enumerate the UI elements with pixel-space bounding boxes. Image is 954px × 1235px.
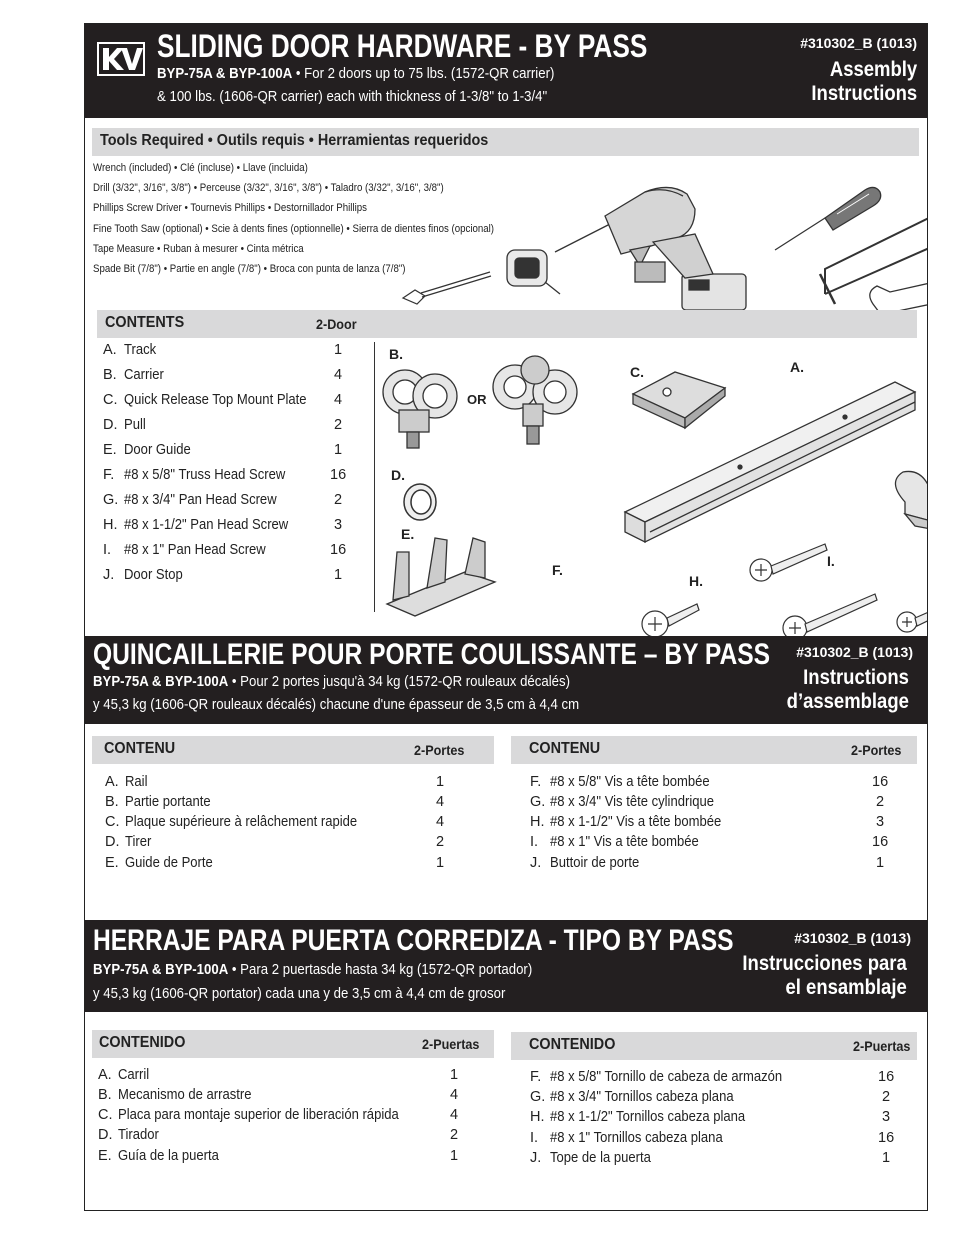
part-label-f: F.: [552, 562, 563, 578]
spanish-contents-qty-heading-right: 2-Puertas: [853, 1038, 911, 1054]
english-subtitle-line2: & 100 lbs. (1606-QR carrier) each with thickness of 1-3/8" to 1-3/4": [157, 88, 548, 105]
drill-icon: [555, 187, 746, 310]
spanish-desc1: • Para 2 puertasde hasta 34 kg (1572-QR portador): [228, 961, 533, 978]
screw-h-icon: [783, 594, 877, 640]
door-guide-icon: [387, 538, 495, 616]
english-subtitle-line1: [157, 65, 554, 82]
french-contents-bar-left: [92, 736, 494, 764]
part-label-d: D.: [391, 467, 405, 483]
spanish-contents-bar-left: [92, 1030, 494, 1058]
french-assembly-label: [787, 666, 909, 714]
english-instr-line2: Instructions: [811, 82, 917, 105]
screw-g-icon: [750, 544, 827, 581]
spanish-instr-line2: el ensamblaje: [785, 976, 907, 999]
screwdriver-icon: [775, 187, 881, 250]
french-instr-line2: d’assemblage: [786, 690, 909, 713]
part-label-h: H.: [689, 573, 703, 589]
french-instr-line1: Instructions: [803, 666, 909, 689]
spanish-title: HERRAJE PARA PUERTA CORREDIZA - TIPO BY PASS: [93, 924, 734, 957]
french-header-banner: [85, 636, 927, 724]
tool-line: Wrench (included) • Clé (incluse) • Llave (incluida): [93, 162, 308, 174]
spanish-doc-code: #310302_B (1013): [794, 930, 911, 946]
french-subtitle-line1: [93, 673, 570, 690]
carrier-alt-icon: [493, 356, 577, 444]
english-assembly-label: [811, 58, 917, 106]
spanish-subtitle-line1: [93, 961, 532, 978]
tool-line: Phillips Screw Driver • Tournevis Phillips • Destornillador Phillips: [93, 202, 367, 214]
spanish-instr-line1: Instrucciones para: [742, 952, 907, 975]
french-contents-heading-right: CONTENU: [529, 740, 601, 757]
tool-line: Tape Measure • Ruban à mesurer • Cinta métrica: [93, 243, 304, 255]
contents-heading: CONTENTS: [105, 314, 185, 331]
tape-measure-icon: [507, 250, 560, 294]
part-label-i: I.: [827, 553, 835, 569]
contents-bar: [97, 310, 917, 338]
french-models: BYP-75A & BYP-100A: [93, 673, 229, 690]
carrier-icon: [383, 370, 457, 448]
spanish-header-banner: [85, 920, 927, 1012]
spade-bit-icon: [403, 272, 491, 304]
french-contents-heading: CONTENU: [104, 740, 176, 757]
french-contents-qty-heading-right: 2-Portes: [851, 742, 902, 758]
spanish-models: BYP-75A & BYP-100A: [93, 961, 229, 978]
door-pull-icon: [404, 484, 436, 520]
screw-i-icon: [897, 596, 928, 632]
french-subtitle-line2: y 45,3 kg (1606-QR rouleaux décalés) chacune d'une épasseur de 3,5 cm à 4,4 cm: [93, 696, 580, 713]
part-label-b: B.: [389, 346, 403, 362]
spanish-contents-heading-right: CONTENIDO: [529, 1036, 616, 1053]
part-label-or: OR: [467, 392, 487, 407]
french-title: QUINCAILLERIE POUR PORTE COULISSANTE – BY PASS: [93, 638, 771, 671]
instruction-sheet: SLIDING DOOR HARDWARE - BY PASS BYP-75A & BYP-100A • For 2 doors up to 75 lbs. (1572-QR carrier) & 100 lbs. (1606-QR carrier) each with thickness of 1-3/8" to 1-3/4" #310302_B (1013) Assembly Instructions Tools Required • Outils requis • Herramientas requeridos Wrench (included) • Clé (incluse) • Llave (incluida) Drill (3/32", 3/16", 3/8") • Perceuse (3/32", 3/16", 3/8") • Taladro (3/32", 3/16", 3/8") Phillips Screw Driver • Tournevis Phillips • Destornillador Phillips Fine Tooth Saw (optional) • Scie à dents fines (optionnelle) • Sierra de dientes finos (opcional) Tape Measure • Ruban à mesurer • Cinta métrica Spade Bit (7/8") • Partie en angle (7/8") • Broca con punta de lanza (7/8") CONTENTS 2-Door A. Track 1 B. Carrier 4 C. Quick Release Top Mount Plate 4 D. Pull 2 E. Door Guide 1 F. #8 x 5/8" Truss Head Screw 16 G. #8 x 3/4" Pan Head Screw 2 H. #8 x 1-1/2" Pan Head Screw 3 I. #8 x 1" Pan Head Screw 16 J. Door Stop 1 B. OR C. A. D. E. F. H. I. QUINCAILLERIE POUR PORTE COULISSANTE – BY PASS BYP-75A & BYP-100A • Pour 2 portes jusqu'à 34 kg (1572-QR rouleaux décalés) y 45,3 kg (1606-QR rouleaux décalés) chacune d'une épasseur de 3,5 cm à 4,4 cm #310302_B (1013) Instructions d’assemblage CONTENU 2-Portes CONTENU 2-Portes A. Rail 1 B. Partie portante 4 C. Plaque supérieure à relâchement rapide 4 D. Tirer 2 E. Guide de Porte 1 F. #8 x 5/8" Vis a tête bombée 16 G. #8 x 3/4" Vis tête cylindrique 2 H. #8 x 1-1/2" Vis a tête bombée 3 I. #8 x 1" Vis a tête bombée 16 J. Buttoir de porte 1 HERRAJE PARA PUERTA CORREDIZA - TIPO BY PASS BYP-75A & BYP-100A • Para 2 puertasde hasta 34 kg (1572-QR portador) y 45,3 kg (1606-QR portator) cada una y de 3,5 cm à 4,4 cm de grosor #310302_B (1013) Instrucciones para el ensamblaje CONTENIDO 2-Puertas CONTENIDO 2-Puertas A. Carril 1 B. Mecanismo de arrastre 4 C. Placa para montaje superior de liberación rápida 4 D. Tirador 2 E. Guía de la puerta 1 F. #8 x 5/8" Tornillo de cabeza de armazón 16 G. #8 x 3/4" Tornillos cabeza plana 2 H. #8 x 1-1/2" Tornillos cabeza plana 3 I. #8 x 1" Tornillos cabeza plana 16 J. Tope de la puerta 1: [84, 23, 928, 1211]
tools-illustration: [395, 154, 915, 314]
part-label-c: C.: [630, 364, 644, 380]
spanish-subtitle-line2: y 45,3 kg (1606-QR portator) cada una y de 3,5 cm à 4,4 cm de grosor: [93, 985, 506, 1002]
french-contents-qty-heading: 2-Portes: [414, 742, 465, 758]
french-doc-code: #310302_B (1013): [796, 644, 913, 660]
english-title: SLIDING DOOR HARDWARE - BY PASS: [157, 28, 648, 64]
parts-illustration: [375, 342, 925, 632]
door-stop-icon: [895, 471, 928, 532]
english-models: BYP-75A & BYP-100A: [157, 65, 293, 82]
spanish-contents-bar-right: [511, 1032, 917, 1060]
french-desc1: • Pour 2 portes jusqu'à 34 kg (1572-QR rouleaux décalés): [228, 673, 570, 690]
part-label-a: A.: [790, 359, 804, 375]
english-doc-code: #310302_B (1013): [800, 35, 917, 51]
tools-required-heading: Tools Required • Outils requis • Herramientas requeridos: [100, 132, 489, 149]
part-label-e: E.: [401, 526, 415, 542]
spanish-assembly-label: [743, 952, 907, 1000]
english-header-banner: [85, 24, 927, 118]
kv-logo-icon: [97, 42, 145, 76]
contents-qty-heading: 2-Door: [316, 316, 357, 332]
english-instr-line1: Assembly: [829, 58, 917, 81]
tools-required-bar: [92, 128, 919, 156]
mount-plate-icon: [633, 372, 725, 428]
screw-f-icon: [642, 604, 699, 637]
spanish-contents-heading: CONTENIDO: [99, 1034, 186, 1051]
tool-line: Spade Bit (7/8") • Partie en angle (7/8") • Broca con punta de lanza (7/8"): [93, 263, 406, 275]
english-desc1: • For 2 doors up to 75 lbs. (1572-QR carrier): [292, 65, 555, 82]
wrench-icon: [870, 266, 928, 314]
tool-line: Fine Tooth Saw (optional) • Scie à dents fines (optionnelle) • Sierra de dientes finos (opcional): [93, 223, 495, 235]
french-contents-bar-right: [511, 736, 917, 764]
tool-line: Drill (3/32", 3/16", 3/8") • Perceuse (3/32", 3/16", 3/8") • Taladro (3/32", 3/16", 3/8"): [93, 182, 444, 194]
spanish-contents-qty-heading: 2-Puertas: [422, 1036, 480, 1052]
